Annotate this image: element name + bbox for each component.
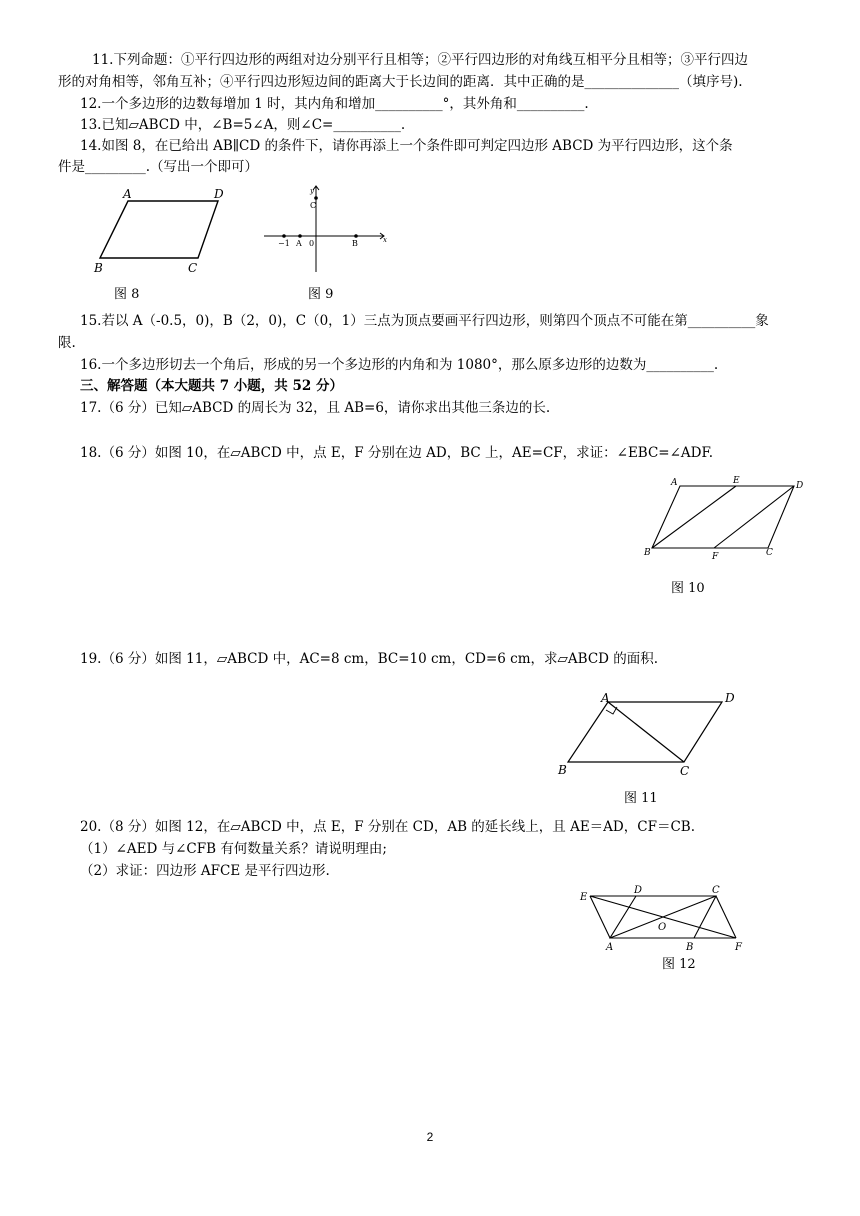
fig9-label-y: y — [310, 187, 314, 195]
question-20-line-2: （1）∠AED 与∠CFB 有何数量关系？请说明理由; — [80, 841, 387, 857]
fig10-label-c: C — [766, 548, 773, 558]
question-14-line-2: 件是_________.（写出一个即可） — [58, 159, 259, 175]
figure-9-diagram — [262, 184, 392, 276]
question-12: 12.一个多边形的边数每增加 1 时，其内角和增加__________°，其外角和__________. — [80, 96, 589, 112]
fig12-label-e: E — [580, 892, 588, 903]
fig10-label-e: E — [733, 476, 740, 486]
fig12-segment-cf — [716, 896, 736, 938]
section-3-heading: 三、解答题（本大题共 7 小题，共 52 分） — [80, 378, 343, 394]
question-15-line-2: 限. — [58, 335, 76, 351]
question-19: 19.（6 分）如图 11，▱ABCD 中，AC=8 cm，BC=10 cm，CD=6 cm，求▱ABCD 的面积. — [80, 651, 659, 667]
fig9-point-b — [354, 234, 358, 238]
question-14-line-1: 14.如图 8，在已给出 AB∥CD 的条件下，请你再添上一个条件即可判定四边形 ABCD 为平行四边形，这个条 — [80, 138, 733, 154]
fig8-label-a: A — [123, 187, 132, 201]
fig8-label-b: B — [94, 261, 103, 275]
question-11-line-1: 11.下列命题：①平行四边形的两组对边分别平行且相等；②平行四边形的对角线互相平分且相等；③平行四边 — [92, 52, 748, 68]
question-18: 18.（6 分）如图 10，在▱ABCD 中，点 E，F 分别在边 AD，BC 上，AE=CF，求证：∠EBC=∠ADF. — [80, 445, 714, 461]
fig12-label-o: O — [658, 922, 667, 933]
fig10-label-b: B — [644, 548, 651, 558]
fig11-label-c: C — [680, 764, 690, 778]
fig11-parallelogram — [568, 702, 722, 762]
fig12-segment-ea — [590, 896, 610, 938]
fig9-label-x: x — [383, 236, 387, 244]
figure-10-caption: 图 10 — [671, 581, 705, 596]
question-17: 17.（6 分）已知▱ABCD 的周长为 32，且 AB=6，请你求出其他三条边的长. — [80, 400, 551, 416]
fig12-label-a: A — [606, 942, 614, 953]
fig9-label-a: A — [296, 239, 302, 248]
question-13: 13.已知▱ABCD 中，∠B=5∠A，则∠C=__________. — [80, 117, 406, 133]
fig12-label-d: D — [634, 885, 643, 896]
fig10-label-f: F — [712, 552, 719, 562]
fig9-point-a — [298, 234, 302, 238]
fig10-segment-be — [652, 486, 736, 548]
fig12-label-f: F — [735, 942, 742, 953]
fig9-label-c: C — [310, 201, 317, 210]
figure-10-diagram — [640, 474, 820, 564]
figure-8-diagram — [90, 186, 240, 276]
question-15-line-1: 15.若以 A（-0.5，0)，B（2，0)，C（0，1）三点为顶点要画平行四边形，则第四个顶点不可能在第__________象 — [80, 313, 769, 329]
fig10-label-a: A — [671, 478, 678, 488]
fig9-label-b: B — [352, 239, 358, 248]
fig12-label-c: C — [712, 885, 720, 896]
fig8-parallelogram — [100, 201, 218, 258]
figure-9-caption: 图 9 — [308, 287, 334, 302]
question-20-line-3: （2）求证：四边形 AFCE 是平行四边形. — [80, 863, 330, 879]
fig10-label-d: D — [796, 481, 804, 491]
question-16: 16.一个多边形切去一个角后，形成的另一个多边形的内角和为 1080°，那么原多边形的边数为__________. — [80, 357, 719, 373]
fig11-label-d: D — [725, 691, 735, 705]
fig11-label-b: B — [558, 763, 567, 777]
fig9-label-neg1: −1 — [278, 239, 290, 248]
fig8-label-d: D — [214, 187, 224, 201]
question-11-line-2: 形的对角相等，邻角互补；④平行四边形短边间的距离大于长边间的距离．其中正确的是______________（填序号). — [58, 74, 743, 90]
question-20-line-1: 20.（8 分）如图 12，在▱ABCD 中，点 E，F 分别在 CD，AB 的延长线上，且 AE＝AD，CF＝CB. — [80, 819, 695, 835]
fig12-label-b: B — [686, 942, 694, 953]
fig11-diagonal-ac — [608, 702, 684, 762]
fig9-point-c — [314, 196, 318, 200]
fig10-segment-fd — [714, 486, 794, 548]
figure-11-diagram — [556, 688, 746, 780]
fig9-point-neg1 — [282, 234, 286, 238]
fig8-label-c: C — [188, 261, 198, 275]
figure-11-caption: 图 11 — [624, 791, 658, 806]
figure-8-caption: 图 8 — [114, 287, 140, 302]
figure-12-diagram — [574, 884, 754, 954]
figure-12-caption: 图 12 — [662, 957, 696, 972]
page-number: 2 — [426, 1130, 434, 1144]
fig11-label-a: A — [601, 691, 610, 705]
fig9-label-origin: 0 — [309, 239, 315, 248]
